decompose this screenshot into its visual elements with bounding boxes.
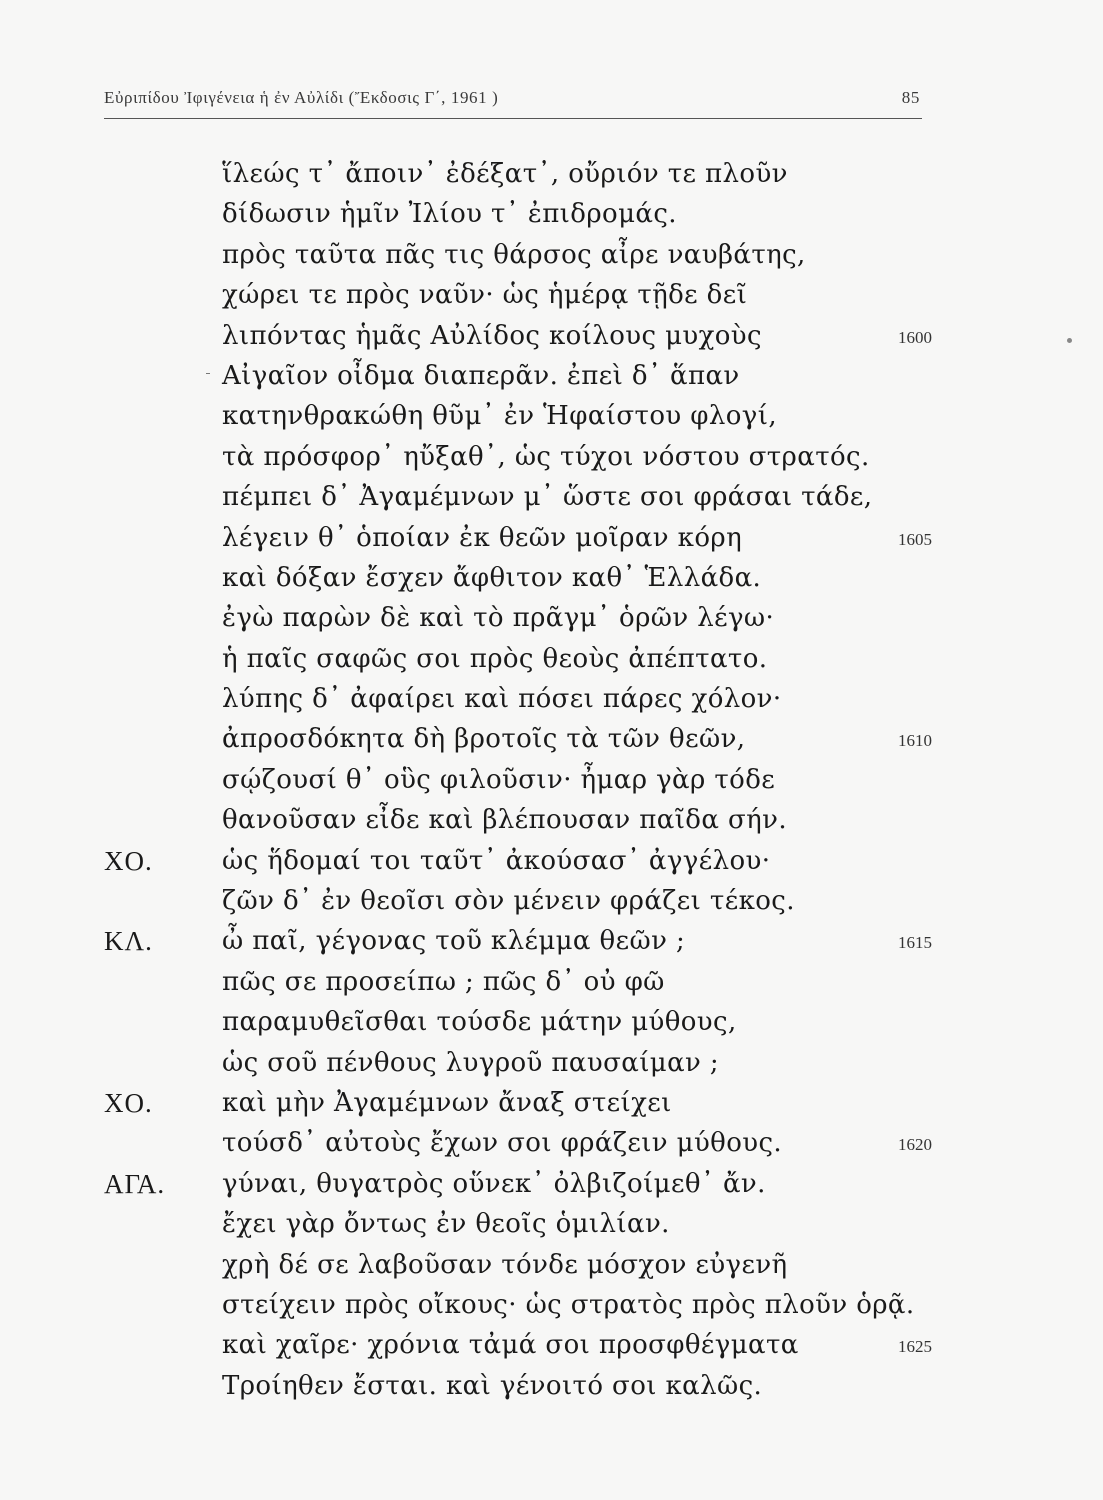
- verse-line: [0, 1164, 1103, 1204]
- verse-block: [0, 154, 1103, 1406]
- verse-line: [0, 962, 1103, 1002]
- verse-text: λέγειν θ᾽ ὁποίαν ἐκ θεῶν μοῖραν κόρη: [222, 522, 743, 553]
- verse-text: καὶ χαῖρε· χρόνια τἀμά σοι προσφθέγματα: [222, 1330, 799, 1361]
- verse-line: [0, 316, 1103, 356]
- verse-text: ζῶν δ᾽ ἐν θεοῖσι σὸν μένειν φράζει τέκος.: [222, 886, 795, 917]
- speaker-label: ΧΟ.: [104, 1087, 153, 1118]
- speaker-label: ΑΓΑ.: [104, 1168, 166, 1199]
- verse-text: ἔχει γὰρ ὄντως ἐν θεοῖς ὁμιλίαν.: [222, 1209, 670, 1240]
- verse-text: τὰ πρόσφορ᾽ ηὔξαθ᾽, ὡς τύχοι νόστου στρατός.: [222, 441, 870, 472]
- verse-text: δίδωσιν ἡμῖν Ἰλίου τ᾽ ἐπιδρομάς.: [222, 199, 677, 230]
- verse-line: [0, 639, 1103, 679]
- verse-line: [0, 154, 1103, 194]
- verse-line: [0, 518, 1103, 558]
- verse-text: ἐγὼ παρὼν δὲ καὶ τὸ πρᾶγμ᾽ ὁρῶν λέγω·: [222, 603, 775, 634]
- line-number: 1605: [898, 529, 932, 549]
- verse-line: [0, 679, 1103, 719]
- verse-text: χώρει τε πρὸς ναῦν· ὡς ἡμέρᾳ τῇδε δεῖ: [222, 280, 748, 311]
- verse-line: [0, 841, 1103, 881]
- verse-line: [0, 598, 1103, 638]
- verse-text: καὶ δόξαν ἔσχεν ἄφθιτον καθ᾽ Ἑλλάδα.: [222, 562, 762, 593]
- verse-line: [0, 1285, 1103, 1325]
- verse-line: [0, 356, 1103, 396]
- page-number: 85: [901, 88, 920, 107]
- verse-text: πῶς σε προσείπω ; πῶς δ᾽ οὐ φῶ: [222, 966, 665, 997]
- verse-text: καὶ μὴν Ἀγαμέμνων ἄναξ στείχει: [222, 1087, 672, 1118]
- verse-text: παραμυθεῖσθαι τούσδε μάτην μύθους,: [222, 1007, 737, 1038]
- verse-text: τούσδ᾽ αὐτοὺς ἔχων σοι φράζειν μύθους.: [222, 1128, 783, 1159]
- verse-line: [0, 558, 1103, 598]
- verse-line: [0, 396, 1103, 436]
- verse-text: θανοῦσαν εἶδε καὶ βλέπουσαν παῖδα σήν.: [222, 805, 787, 836]
- verse-line: [0, 921, 1103, 961]
- verse-line: [0, 1366, 1103, 1406]
- verse-text: ὡς σοῦ πένθους λυγροῦ παυσαίμαν ;: [222, 1047, 720, 1078]
- verse-text: ἡ παῖς σαφῶς σοι πρὸς θεοὺς ἀπέπτατο.: [222, 643, 768, 674]
- verse-text: ἵλεώς τ᾽ ἄποιν᾽ ἐδέξατ᾽, οὔριόν τε πλοῦν: [222, 159, 788, 189]
- verse-line: [0, 760, 1103, 800]
- line-number: 1600: [898, 327, 932, 347]
- header-rule: [104, 118, 922, 119]
- verse-text: σῴζουσί θ᾽ οὓς φιλοῦσιν· ἦμαρ γὰρ τόδε: [222, 764, 776, 795]
- verse-line: [0, 1325, 1103, 1365]
- verse-line: [0, 194, 1103, 234]
- verse-text: λύπης δ᾽ ἀφαίρει καὶ πόσει πάρες χόλον·: [222, 684, 782, 715]
- verse-line: [0, 881, 1103, 921]
- verse-line: [0, 437, 1103, 477]
- verse-text: Τροίηθεν ἔσται. καὶ γένοιτό σοι καλῶς.: [222, 1370, 763, 1401]
- verse-line: [0, 275, 1103, 315]
- speaker-label: ΧΟ.: [104, 845, 153, 876]
- verse-text: στείχειν πρὸς οἴκους· ὡς στρατὸς πρὸς πλοῦν ὁρᾷ.: [222, 1289, 915, 1320]
- line-number: 1610: [898, 731, 932, 751]
- verse-text: πέμπει δ᾽ Ἀγαμέμνων μ᾽ ὥστε σοι φράσαι τάδε,: [222, 482, 873, 513]
- line-number: 1615: [898, 933, 932, 953]
- verse-line: [0, 1043, 1103, 1083]
- verse-text: Αἰγαῖον οἶδμα διαπερᾶν. ἐπεὶ δ᾽ ἅπαν: [222, 360, 740, 391]
- verse-text: ὦ παῖ, γέγονας τοῦ κλέμμα θεῶν ;: [222, 926, 686, 957]
- verse-line: [0, 1245, 1103, 1285]
- verse-text: πρὸς ταῦτα πᾶς τις θάρσος αἶρε ναυβάτης,: [222, 239, 806, 270]
- verse-text: λιπόντας ἡμᾶς Αὐλίδος κοίλους μυχοὺς: [222, 320, 762, 351]
- verse-line: [0, 719, 1103, 759]
- verse-text: γύναι, θυγατρὸς οὕνεκ᾽ ὀλβιζοίμεθ᾽ ἄν.: [222, 1168, 766, 1199]
- verse-line: [0, 800, 1103, 840]
- verse-line: [0, 1083, 1103, 1123]
- speaker-label: ΚΛ.: [104, 926, 153, 957]
- verse-text: ἀπροσδόκητα δὴ βροτοῖς τὰ τῶν θεῶν,: [222, 724, 746, 755]
- verse-line: [0, 235, 1103, 275]
- line-number: 1625: [898, 1337, 932, 1357]
- verse-line: [0, 477, 1103, 517]
- running-title: Εὐριπίδου Ἰφιγένεια ἡ ἐν Αὐλίδι (Ἔκδοσις Γ΄, 1961 ): [104, 88, 499, 107]
- verse-line: [0, 1002, 1103, 1042]
- verse-text: χρὴ δέ σε λαβοῦσαν τόνδε μόσχον εὐγενῆ: [222, 1249, 788, 1280]
- verse-line: [0, 1204, 1103, 1244]
- verse-line: [0, 1123, 1103, 1163]
- line-number: 1620: [898, 1135, 932, 1155]
- running-header: [104, 88, 920, 108]
- verse-text: κατηνθρακώθη θῦμ᾽ ἐν Ἡφαίστου φλογί,: [222, 401, 778, 432]
- verse-text: ὡς ἥδομαί τοι ταῦτ᾽ ἀκούσασ᾽ ἀγγέλου·: [222, 845, 771, 876]
